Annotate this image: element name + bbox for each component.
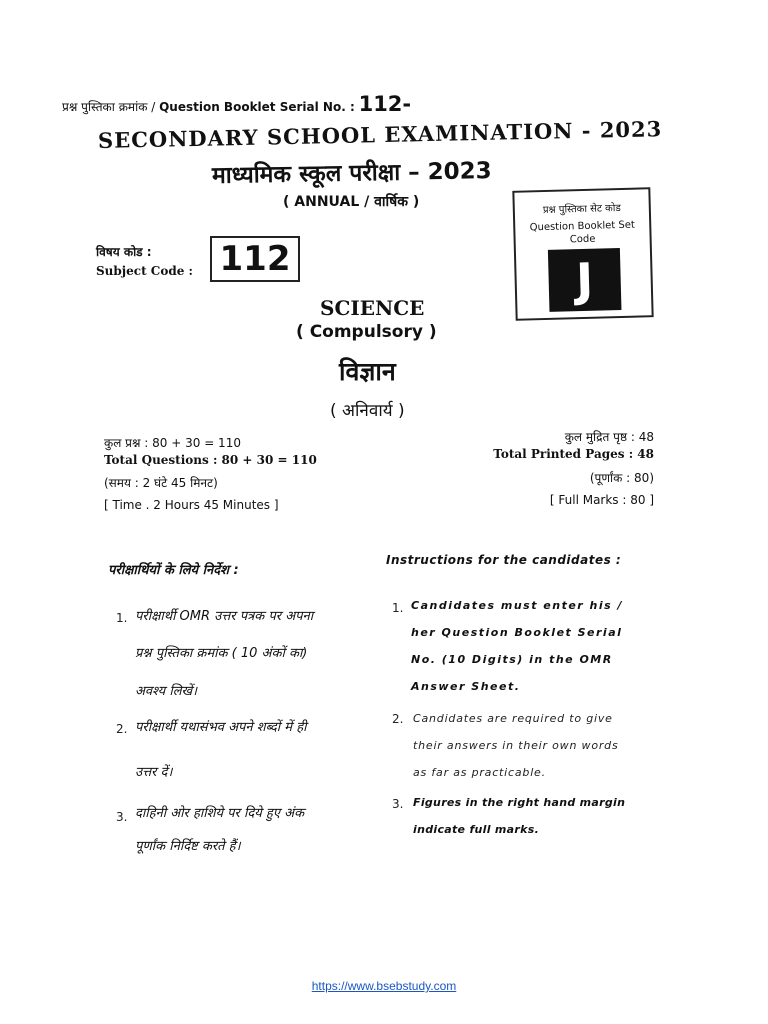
en-item-2-line-2: their answers in their own words [413,739,619,752]
hi-item-3-line-1: दाहिनी ओर हाशिये पर दिये हुए अंक [135,806,305,821]
set-code-label-en: Question Booklet Set Code [529,219,636,246]
exam-title-hi: माध्यमिक स्कूल परीक्षा – 2023 [211,158,492,189]
set-code-box [512,187,653,321]
hi-item-3-number: 3. [116,810,128,824]
serial-separator: / [147,100,160,114]
en-item-1-line-4: Answer Sheet. [411,680,521,693]
hi-item-2-number: 2. [116,722,128,736]
serial-label-hi: प्रश्न पुस्तिका क्रमांक [62,100,148,114]
en-item-2-line-1: Candidates are required to give [413,712,613,725]
hi-item-1-line-3: अवश्य लिखें। [135,684,198,699]
hi-item-3-line-2: पूर्णांक निर्दिष्ट करते हैं। [135,839,241,854]
exam-title: SECONDARY SCHOOL EXAMINATION - 2023 [97,116,663,153]
printed-pages-hi: कुल मुद्रित पृष्ठ : 48 [564,430,654,444]
hi-item-2-line-2: उत्तर दें। [135,765,173,780]
total-questions-en: Total Questions : 80 + 30 = 110 [104,453,317,467]
en-item-1-number: 1. [392,601,404,615]
en-item-3-number: 3. [392,797,404,811]
hi-item-1-number: 1. [116,611,128,625]
subject-code-label-hi: विषय कोड : [96,245,152,259]
full-marks-en: [ Full Marks : 80 ] [549,493,654,507]
subject-code-box: 112 [210,236,300,282]
serial-number-line [62,92,411,116]
footer-link[interactable]: https://www.bsebstudy.com [311,979,457,993]
subject-code-label-en: Subject Code : [96,264,193,278]
instructions-heading-en: Instructions for the candidates : [386,553,622,567]
set-code-label-hi: प्रश्न पुस्तिका सेट कोड [542,202,621,217]
subject-compulsory-hi: ( अनिवार्य ) [330,401,405,421]
annual-label: ( ANNUAL / वार्षिक ) [283,194,420,210]
serial-number: 112- [358,92,412,116]
hi-item-1-line-2: प्रश्न पुस्तिका क्रमांक ( 10 अंकों का) [135,646,308,661]
hi-item-2-line-1: परीक्षार्थी यथासंभव अपने शब्दों में ही [135,720,307,735]
en-item-2-number: 2. [392,712,404,726]
en-item-3-line-1: Figures in the right hand margin [413,796,626,809]
en-item-3-line-2: indicate full marks. [413,823,540,836]
printed-pages-en: Total Printed Pages : 48 [493,447,654,461]
instructions-heading-hi: परीक्षार्थियों के लिये निर्देश : [108,563,239,578]
en-item-2-line-3: as far as practicable. [413,766,546,779]
serial-label-en: Question Booklet Serial No. : [159,100,355,114]
time-hi: (समय : 2 घंटे 45 मिनट) [104,476,218,490]
en-item-1-line-1: Candidates must enter his / [411,599,624,612]
set-code-value: J [548,248,622,312]
subject-name: SCIENCE [320,296,425,320]
time-en: [ Time . 2 Hours 45 Minutes ] [104,498,279,512]
subject-name-hi: विज्ञान [339,357,396,386]
full-marks-hi: (पूर्णांक : 80) [589,471,654,485]
hi-item-1-line-1: परीक्षार्थी OMR उत्तर पत्रक पर अपना [135,609,314,624]
subject-compulsory: ( Compulsory ) [296,322,437,342]
total-questions-hi: कुल प्रश्न : 80 + 30 = 110 [104,436,241,450]
en-item-1-line-3: No. (10 Digits) in the OMR [411,653,613,666]
en-item-1-line-2: her Question Booklet Serial [411,626,623,639]
